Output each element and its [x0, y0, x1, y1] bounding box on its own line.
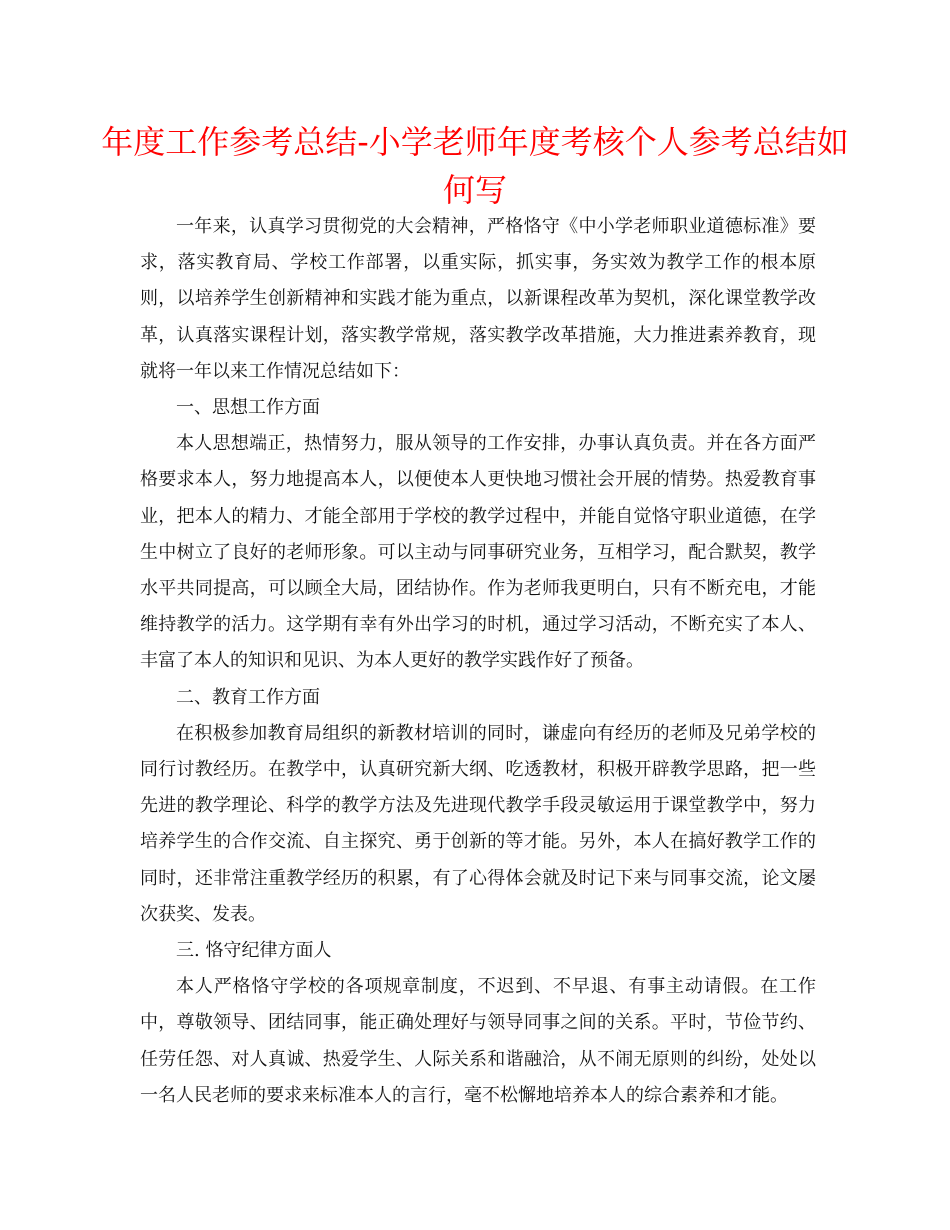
section-body-discipline: 本人严格恪守学校的各项规章制度，不迟到、不早退、有事主动请假。在工作中，尊敬领导、团结同事，能正确处理好与领导同事之间的关系。平时，节俭节约、任劳任怨、对人真诚、热爱学生、人际关系和谐融洽，从不闹无原则的纠纷，处处以一名人民老师的要求来标准本人的言行，毫不松懈地培养本人的综合素养和才能。 [140, 976, 816, 1106]
section-body-ideology: 本人思想端正，热情努力，服从领导的工作安排，办事认真负责。并在各方面严格要求本人，努力地提高本人，以便使本人更快地习惯社会开展的情势。热爱教育事业，把本人的精力、才能全部用于学校的教学过程中，并能自觉恪守职业道德，在学生中树立了良好的老师形象。可以主动与同事研究业务，互相学习，配合默契，教学水平共同提高，可以顾全大局，团结协作。作为老师我更明白，只有不断充电，才能维持教学的活力。这学期有幸有外出学习的时机，通过学习活动，不断充实了本人、丰富了本人的知识和见识、为本人更好的教学实践作好了预备。 [140, 433, 816, 672]
section-heading-education: 二、教育工作方面 [176, 686, 320, 708]
section-heading-ideology: 一、思想工作方面 [176, 397, 320, 419]
document-body [140, 209, 816, 1114]
document-title: 年度工作参考总结-小学老师年度考核个人参考总结如何写 [101, 123, 849, 209]
intro-paragraph: 一年来，认真学习贯彻党的大会精神，严格恪守《中小学老师职业道德标准》要求，落实教育局、学校工作部署，以重实际，抓实事，务实效为教学工作的根本原则，以培养学生创新精神和实践才能为重点，以新课程改革为契机，深化课堂教学改革，认真落实课程计划，落实教学常规，落实教学改革措施，大力推进素养教育，现就将一年以来工作情况总结如下： [140, 216, 816, 382]
section-body-education: 在积极参加教育局组织的新教材培训的同时，谦虚向有经历的老师及兄弟学校的同行讨教经历。在教学中，认真研究新大纲、吃透教材，积极开辟教学思路，把一些先进的教学理论、科学的教学方法及先进现代教学手段灵敏运用于课堂教学中，努力培养学生的合作交流、自主探究、勇于创新的等才能。另外，本人在搞好教学工作的同时，还非常注重教学经历的积累，有了心得体会就及时记下来与同事交流，论文屡次获奖、发表。 [140, 722, 816, 925]
section-heading-discipline: 三. 恪守纪律方面人 [176, 940, 332, 962]
